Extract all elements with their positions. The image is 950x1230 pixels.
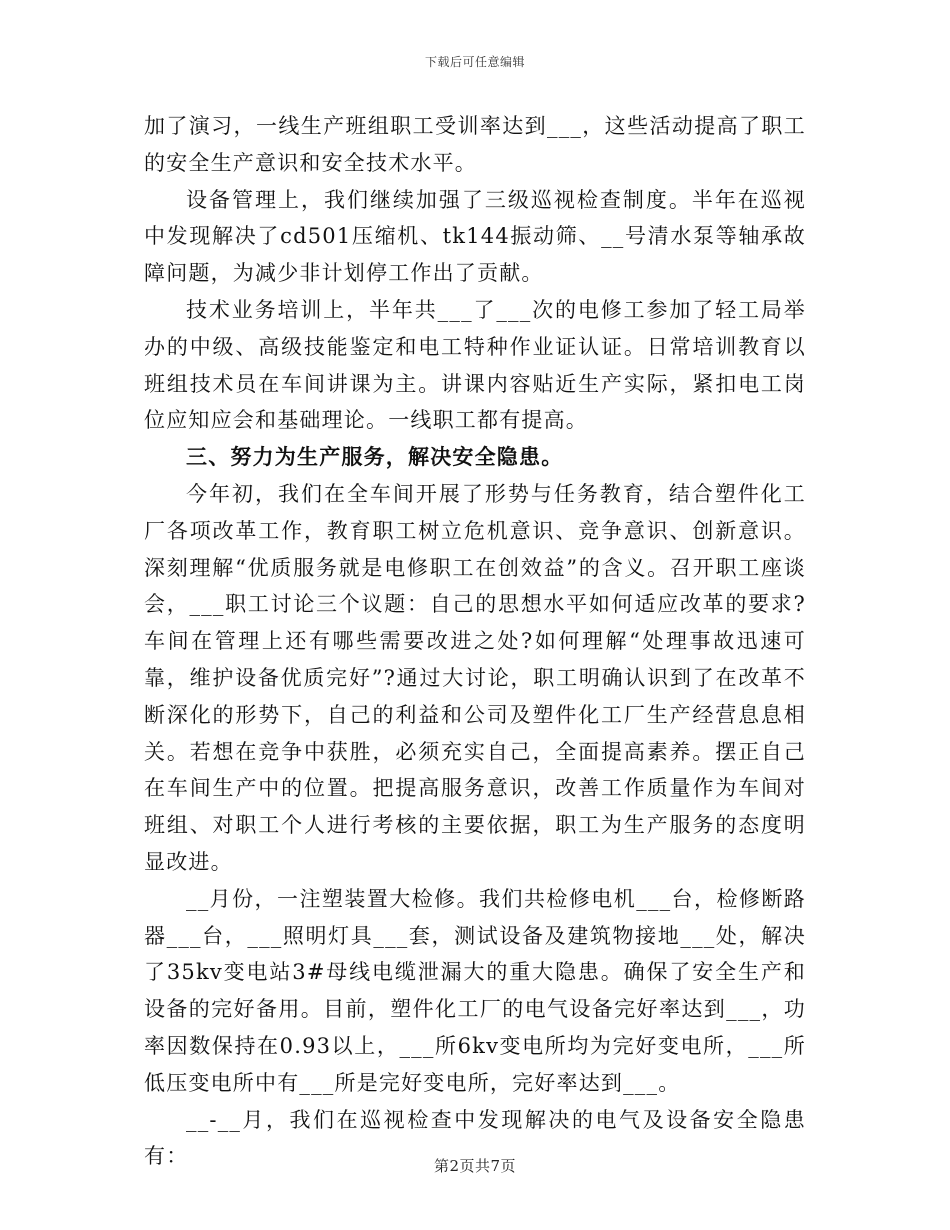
page-header: 下载后可任意编辑 [424,55,525,69]
paragraph-continued: 加了演习，一线生产班组职工受训率达到___，这些活动提高了职工的安全生产意识和安全技术水平。 [144,114,806,175]
paragraph-situation-education: 今年初，我们在全车间开展了形势与任务教育，结合塑件化工厂各项改革工作，教育职工树立危机意识、竞争意识、创新意识。深刻理解“优质服务就是电修职工在创效益”的含义。召开职工座谈会，___职工讨论三个议题：自己的思想水平如何适应改革的要求?车间在管理上还有哪些需要改进之处?如何理解“处理事故迅速可靠，维护设备优质完好”?通过大讨论，职工明确认识到了在改革不断深化的形势下，自己的利益和公司及塑件化工厂生产经营息息相关。若想在竞争中获胜，必须充实自己，全面提高素养。摆正自己在车间生产中的位置。把提高服务意识，改善工作质量作为车间对班组、对职工个人进行考核的主要依据，职工为生产服务的态度明显改进。 [144,481,806,874]
page-number: 第2页共7页 [433,1157,517,1175]
paragraph-equipment-management: 设备管理上，我们继续加强了三级巡视检查制度。半年在巡视中发现解决了cd501压缩机、tk144振动筛、__号清水泵等轴承故障问题，为减少非计划停工作出了贡献。 [144,187,806,286]
section-heading: 三、努力为生产服务，解决安全隐患。 [186,445,564,470]
document-body [144,108,806,1175]
paragraph-overhaul: __月份，一注塑装置大检修。我们共检修电机___台，检修断路器___台，___照明灯具___套，测试设备及建筑物接地___处，解决了35kv变电站3#母线电缆泄漏大的重大隐患。确保了安全生产和设备的完好备用。目前，塑件化工厂的电气设备完好率达到___，功率因数保持在0.93以上，___所6kv变电所均为完好变电所，___所低压变电所中有___所是完好变电所，完好率达到___。 [144,886,806,1095]
paragraph-hazards-intro: __-__月，我们在巡视检查中发现解决的电气及设备安全隐患有： [144,1107,806,1169]
paragraph-technical-training: 技术业务培训上，半年共___了___次的电修工参加了轻工局举办的中级、高级技能鉴定和电工特种作业证认证。日常培训教育以班组技术员在车间讲课为主。讲课内容贴近生产实际，紧扣电工岗位应知应会和基础理论。一线职工都有提高。 [144,297,806,433]
